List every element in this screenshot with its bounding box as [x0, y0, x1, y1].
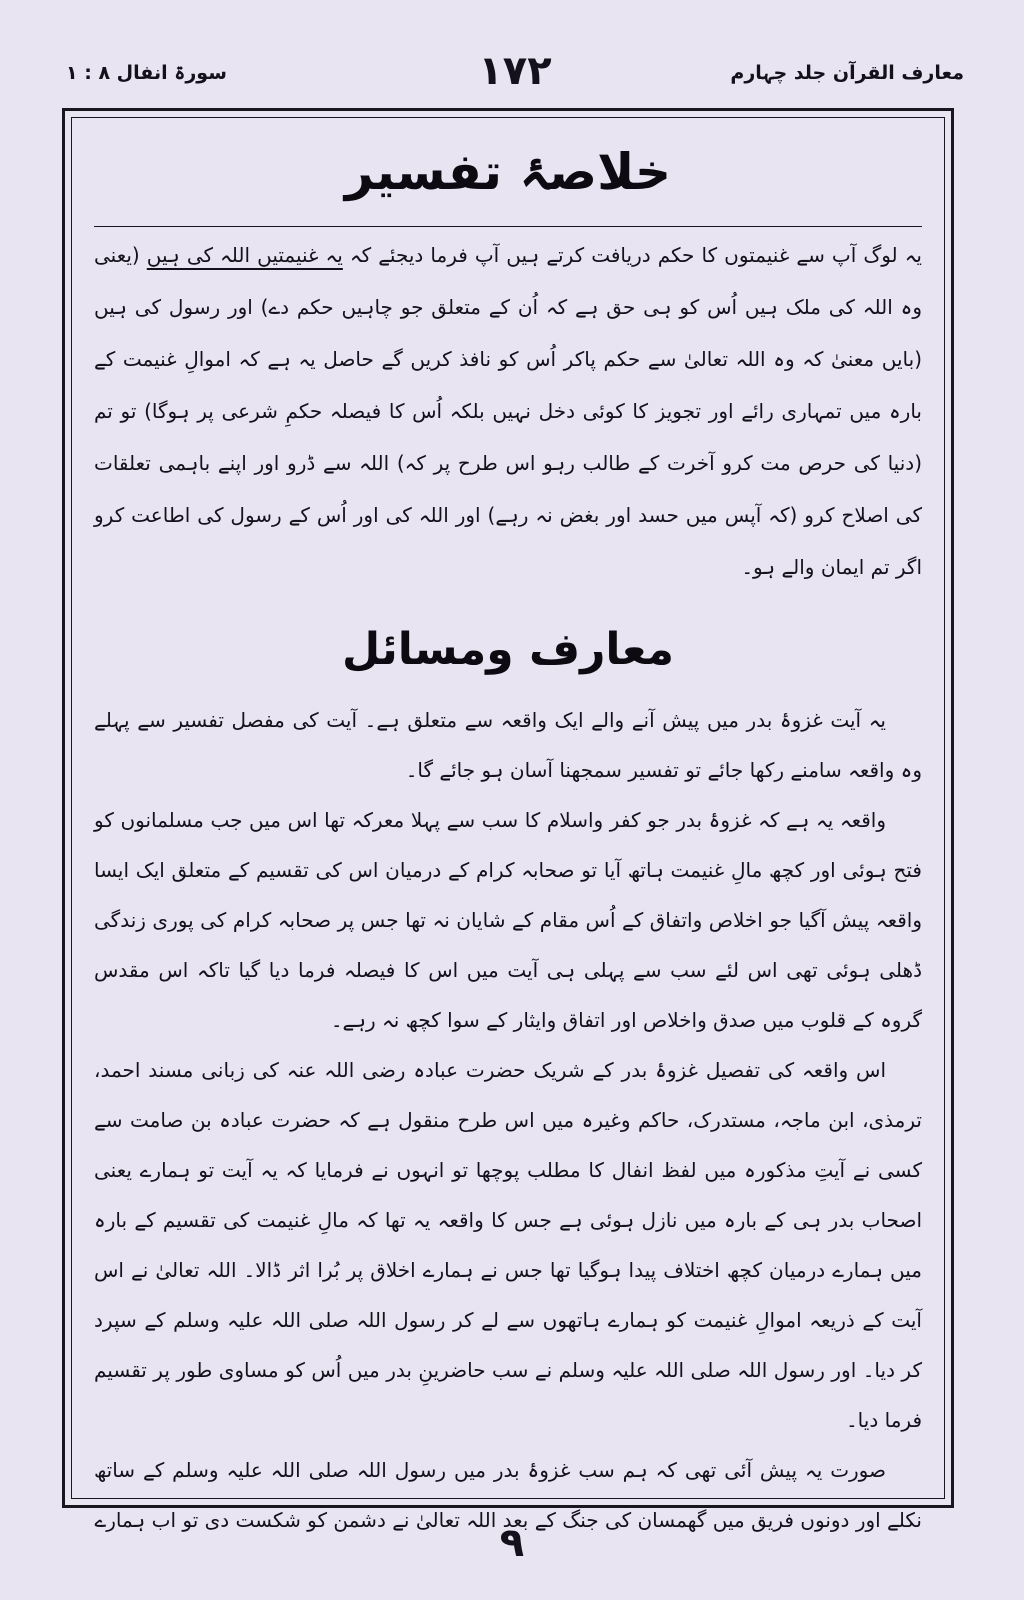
- page-header: [66, 48, 964, 108]
- summary-text-rest: (یعنی وہ اللہ کی ملک ہیں اُس کو ہی حق ہے کہ اُن کے متعلق جو چاہیں حکم دے) اور رسول کی ہیں (بایں معنیٰ کہ وہ اللہ تعالیٰ سے حکم پاکر اُس کو نافذ کریں گے حاصل یہ ہے کہ اموالِ غنیمت کے بارہ میں تمہاری رائے اور تجویز کا کوئی دخل نہیں بلکہ اُس کا فیصلہ حکمِ شرعی پر ہوگا) تو تم (دنیا کی حرص مت کرو آخرت کے طالب رہو اس طرح پر کہ) اللہ سے ڈرو اور اپنے باہمی تعلقات کی اصلاح کرو (کہ آپس میں حسد اور بغض نہ رہے) اور اللہ کی اور اُس کے رسول کی اطاعت کرو اگر تم ایمان والے ہو۔: [94, 243, 922, 579]
- book-title: معارف القرآن جلد چہارم: [730, 62, 964, 84]
- tafseer-summary-text: [94, 226, 922, 593]
- page-number: ۱۷۲: [478, 48, 552, 94]
- summary-text-underlined: یہ غنیمتیں اللہ کی ہیں: [146, 243, 343, 267]
- maarif-text: [94, 695, 922, 1545]
- maarif-heading: معارف ومسائل: [341, 624, 675, 675]
- page-border-inner: [71, 117, 945, 1532]
- maarif-paragraph: یہ آیت غزوۂ بدر میں پیش آنے والے ایک واقعہ سے متعلق ہے۔ آیت کی مفصل تفسیر سے پہلے وہ واقعہ سامنے رکھا جائے تو تفسیر سمجھنا آسان ہو جائے گا۔: [94, 708, 922, 782]
- maarif-paragraph: واقعہ یہ ہے کہ غزوۂ بدر جو کفر واسلام کا سب سے پہلا معرکہ تھا اس میں جب مسلمانوں کو فتح ہوئی اور کچھ مالِ غنیمت ہاتھ آیا تو صحابہ کرام کے درمیان اس کی تقسیم کے متعلق ایک ایسا واقعہ پیش آگیا جو اخلاص واتفاق کے اُس مقام کے شایان نہ تھا جس پر صحابہ کرام کی پوری زندگی ڈھلی ہوئی تھی اس لئے سب سے پہلی ہی آیت میں اس کا فیصلہ فرما دیا گیا تاکہ اس مقدس گروہ کے قلوب میں صدق واخلاص اور اتفاق وایثار کے سوا کچھ نہ رہے۔: [94, 808, 923, 1032]
- page-border-outer: [62, 108, 954, 1532]
- maarif-paragraph: اس واقعہ کی تفصیل غزوۂ بدر کے شریک حضرت عبادہ رضی اللہ عنہ کی زبانی مسند احمد، ترمذی، ابن ماجہ، مستدرک، حاکم وغیرہ میں اس طرح منقول ہے کہ حضرت عبادہ بن صامت سے کسی نے آیتِ مذکورہ میں لفظ انفال کا مطلب پوچھا تو انہوں نے فرمایا کہ یہ آیت تو ہمارے یعنی اصحاب بدر ہی کے بارہ میں نازل ہوئی ہے جس کا واقعہ یہ تھا کہ مالِ غنیمت کی تقسیم کے بارہ میں ہمارے درمیان کچھ اختلاف پیدا ہوگیا تھا جس نے ہمارے اخلاق پر بُرا اثر ڈالا۔ اللہ تعالیٰ نے اس آیت کے ذریعہ اموالِ غنیمت کو ہمارے ہاتھوں سے لے کر رسول اللہ صلی اللہ علیہ وسلم کے سپرد کر دیا۔ اور رسول اللہ صلی اللہ علیہ وسلم نے سب حاضرینِ بدر میں اُس کو مساوی طور پر تقسیم فرما دیا۔: [94, 1058, 922, 1432]
- summary-text-lead: یہ لوگ آپ سے غنیمتوں کا حکم دریافت کرتے ہیں آپ فرما دیجئے کہ: [342, 243, 922, 267]
- signature-mark: ۹: [499, 1520, 525, 1566]
- surah-reference: سورۃ انفال ۸ : ۱: [66, 62, 227, 84]
- tafseer-summary-heading: خلاصۂ تفسیر: [344, 143, 672, 201]
- page-content: [94, 132, 922, 1545]
- maarif-paragraph: صورت یہ پیش آئی تھی کہ ہم سب غزوۂ بدر میں رسول اللہ صلی اللہ علیہ وسلم کے ساتھ نکلے اور دونوں فریق میں گھمسان کی جنگ کے بعد اللہ تعالیٰ نے دشمن کو شکست دی تو اب ہمارے: [94, 1458, 922, 1532]
